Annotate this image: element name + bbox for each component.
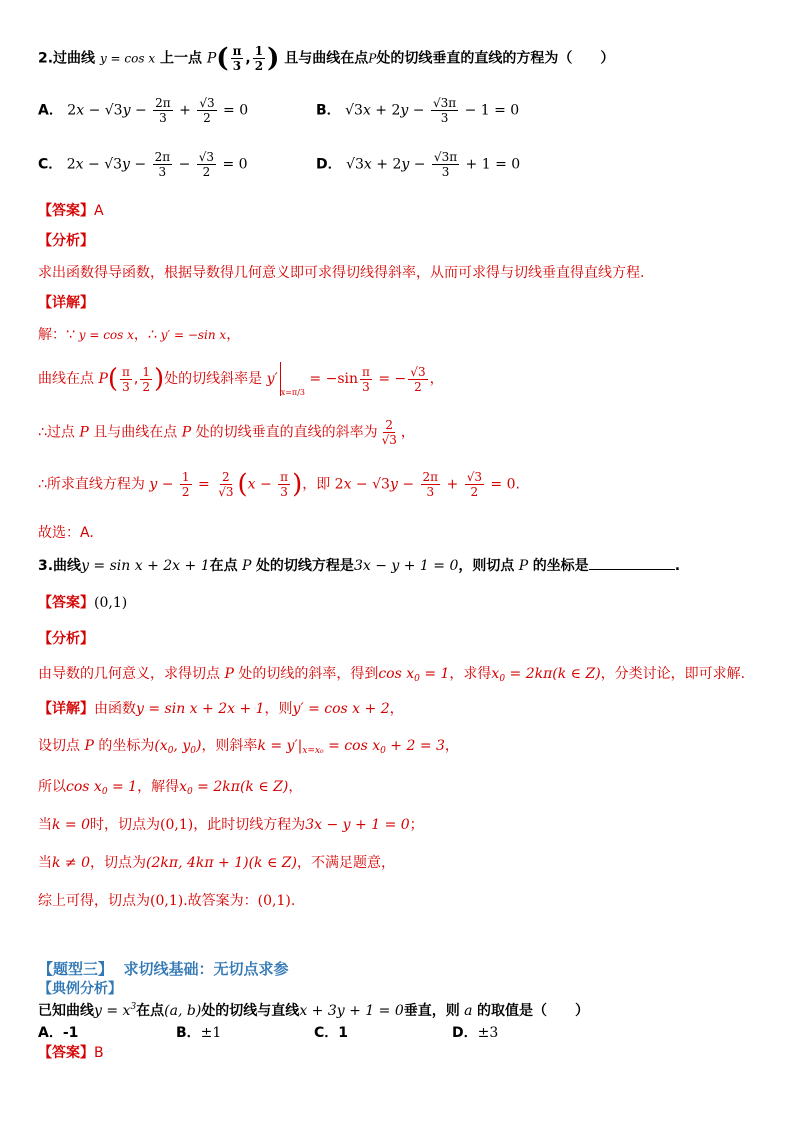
q3-detail-2: 设切点 P 的坐标为($x_0$, $y_0$)，则斜率$k = y'|_{x=x_0} = \cos x_0 + 2 = 3$，	[38, 738, 459, 756]
type3-example-tag: 【典例分析】	[38, 981, 122, 997]
q2-detail-2: 曲线在点 P( $\frac{\pi}{3}$ , $\frac{1}{2}$ )处的切线斜率是 $y'_{x=\pi/3} = -\sin$ $\frac{\pi}{3}$ = − $\frac{√3}{2}$ ，	[38, 364, 444, 397]
q2-detail-3: ∴过点 P 且与曲线在点 P 处的切线垂直的直线的斜率为 $\frac{2}{√3}$ ，	[38, 418, 415, 447]
q2-stem: 2.过曲线 y = cos x 上一点 P( $\frac{\pi}{3}$ , $\frac{1}{2}$ ) 且与曲线在点P处的切线垂直的直线的方程为（ ）	[38, 43, 615, 74]
q2-option-a: A． 2x − √3y − $\frac{2\pi}{3}$ + $\frac{√3}{2}$ = 0	[38, 96, 249, 125]
q2-detail-4: ∴所求直线方程为 y − $\frac{1}{2}$ = $\frac{2}{√3}$ (x − $\frac{\pi}{3}$ )，即 2x − √3y − $\frac{2\pi}{3}$ + $\frac{√3}{2}$ = 0.	[38, 469, 520, 500]
q3-detail-3: 所以$\cos x_0 = 1$，解得$x_0 = 2k\pi(k$ ∈ Z)，	[38, 779, 303, 797]
type3-option-c: C．1	[314, 1025, 349, 1041]
q2-option-c: C． 2x − √3y − $\frac{2\pi}{3}$ − $\frac{√3}{2}$ = 0	[38, 150, 248, 179]
type3-option-d: D．±3	[452, 1025, 499, 1041]
q2-detail-tag: 【详解】	[38, 295, 94, 311]
q2-option-d: D． √3x + 2y − $\frac{√3\pi}{3}$ + 1 = 0	[316, 150, 521, 179]
type3-option-a: A．-1	[38, 1025, 79, 1041]
math-expr: y = cos x	[99, 51, 156, 66]
q2-analysis-tag: 【分析】	[38, 233, 94, 249]
q3-detail-6: 综上可得，切点为(0,1).故答案为：(0,1).	[38, 893, 296, 909]
q2-detail-1: 解：∵ y = cos x，∴ y′ = −sin x，	[38, 327, 241, 343]
q3-stem: 3.曲线y = sin x + 2x + 1在点 P 处的切线方程是3x − y + 1 = 0，则切点 P 的坐标是 .	[38, 558, 681, 574]
q3-answer: 【答案】(0,1)	[38, 595, 128, 611]
q2-option-b: B． √3x + 2y − $\frac{√3\pi}{3}$ − 1 = 0	[316, 96, 520, 125]
q3-analysis-tag: 【分析】	[38, 631, 94, 647]
type3-answer: 【答案】B	[38, 1045, 104, 1061]
q3-detail-1: 【详解】由函数y = sin x + 2x + 1，则y′ = cos x + 2，	[38, 701, 404, 717]
answer-blank	[589, 557, 675, 570]
type3-stem: 已知曲线$y = x^3$在点(a, b)处的切线与直线x + 3y + 1 = 0垂直，则 a 的取值是（ ）	[38, 1002, 589, 1019]
type3-heading: 【题型三】 求切线基础：无切点求参	[38, 960, 289, 978]
q2-answer: 【答案】A	[38, 203, 104, 219]
q3-detail-5: 当k ≠ 0，切点为(2kπ, 4kπ + 1)(k ∈ Z)，不满足题意，	[38, 855, 395, 871]
q2-analysis: 求出函数得导函数，根据导数得几何意义即可求得切线得斜率，从而可求得与切线垂直得直线方程.	[38, 265, 645, 281]
type3-option-b: B．±1	[176, 1025, 222, 1041]
q2-choose: 故选：A.	[38, 525, 94, 541]
q3-analysis: 由导数的几何意义，求得切点 P 处的切线的斜率，得到$\cos x_0 = 1$，求得$x_0 = 2k\pi(k$ ∈ Z)，分类讨论，即可求解.	[38, 666, 746, 684]
q3-detail-4: 当k = 0时，切点为(0,1)，此时切线方程为3x − y + 1 = 0；	[38, 817, 424, 833]
